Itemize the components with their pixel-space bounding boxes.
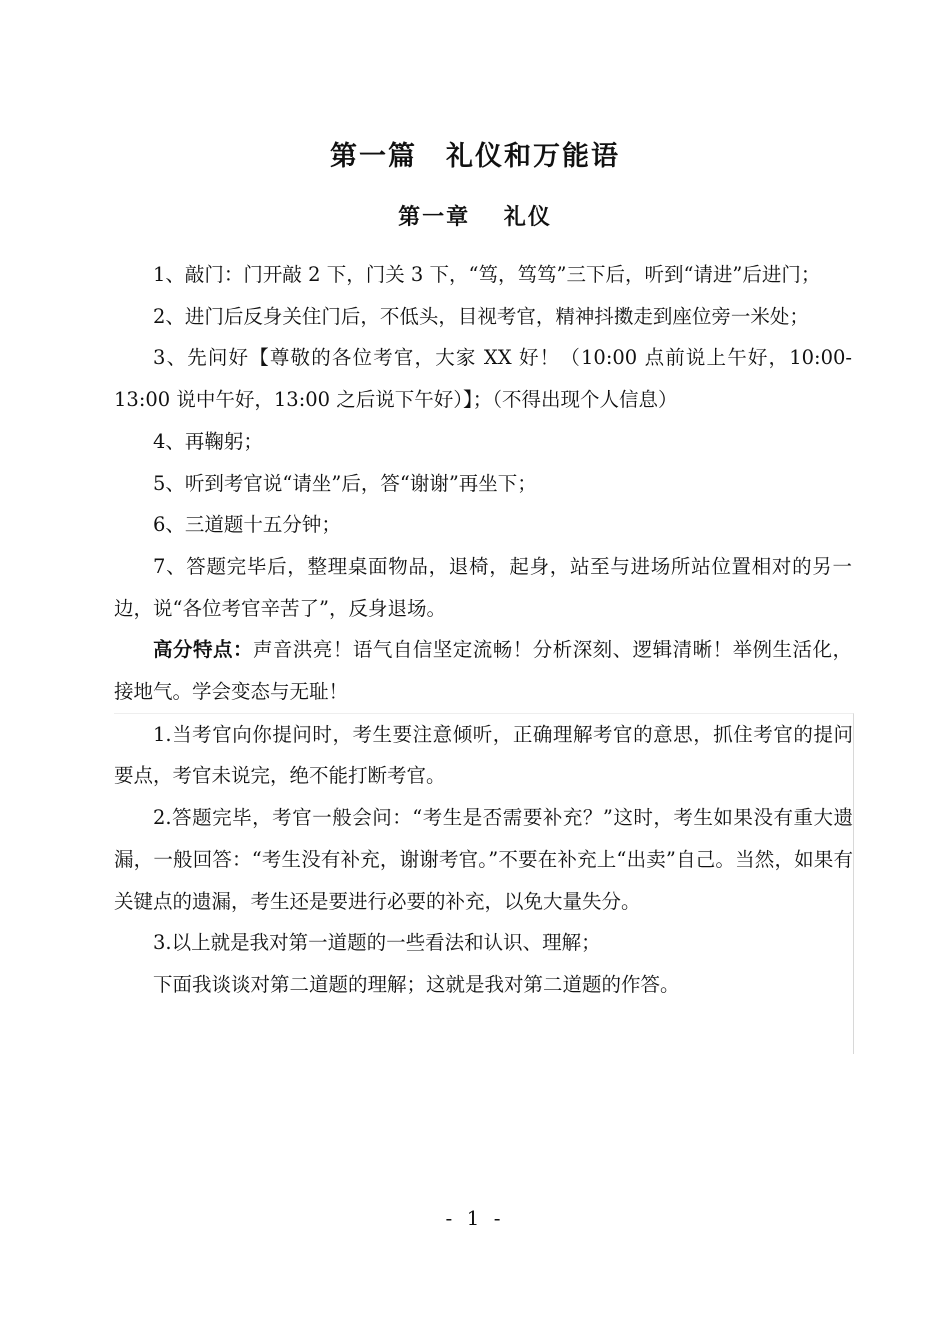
etiquette-item-7: 7、答题完毕后，整理桌面物品，退椅，起身，站至与进场所站位置相对的另一边，说“各位考官辛苦了”，反身退场。 [114, 554, 852, 620]
high-score-label: 高分特点： [153, 638, 253, 662]
tips-box-spacer [114, 1006, 853, 1054]
etiquette-item-2: 2、进门后反身关住门后，不低头，目视考官，精神抖擞走到座位旁一米处； [153, 304, 809, 328]
chapter-title: 第一章 礼仪 [398, 204, 552, 230]
tip-item-2: 2.答题完毕，考官一般会问：“考生是否需要补充？”这时，考生如果没有重大遗漏，一般回答：“考生没有补充，谢谢考官。”不要在补充上“出卖”自己。当然，如果有关键点的遗漏，考生还是要进行必要的补充，以免大量失分。 [114, 806, 853, 913]
etiquette-item-6: 6、三道题十五分钟； [153, 513, 341, 537]
tip-item-4: 下面我谈谈对第二道题的理解；这就是我对第二道题的作答。 [153, 972, 680, 996]
tip-item-3: 3.以上就是我对第一道题的一些看法和认识、理解； [153, 931, 601, 955]
tips-box [114, 713, 854, 1054]
high-score-text: 声音洪亮！语气自信坚定流畅！分析深刻、逻辑清晰！举例生活化，接地气。学会变态与无耻！ [114, 638, 852, 704]
etiquette-item-5: 5、听到考官说“请坐”后，答“谢谢”再坐下； [153, 471, 537, 495]
etiquette-item-1: 1、敲门：门开敲 2 下，门关 3 下，“笃，笃笃”三下后，听到“请进”后进门； [153, 263, 821, 286]
etiquette-item-3: 3、先问好【尊敬的各位考官，大家 XX 好！（10:00 点前说上午好，10:00-13:00 说中午好，13:00 之后说下午好）】；（不得出现个人信息） [114, 346, 852, 412]
etiquette-item-4: 4、再鞠躬； [153, 429, 263, 453]
document-title: 第一篇 礼仪和万能语 [330, 141, 620, 172]
high-score-paragraph [114, 629, 852, 712]
document-body [114, 254, 852, 1054]
tip-item-1: 1.当考官向你提问时，考生要注意倾听，正确理解考官的意思，抓住考官的提问要点，考官未说完，绝不能打断考官。 [114, 722, 853, 788]
page-number: - 1 - [445, 1206, 505, 1230]
